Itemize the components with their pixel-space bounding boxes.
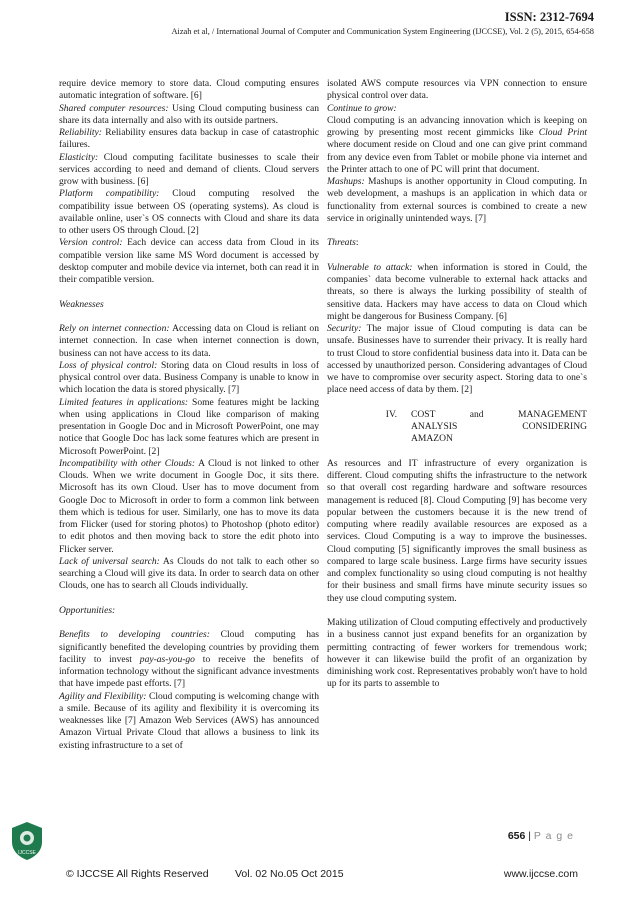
term: Security: [327,323,362,334]
term: Agility and Flexibility: [59,690,147,702]
paragraph: Limited features in applications: Some features might be lacking when using applications in Cloud like comparison of making presentation in Google Doc and in Microsoft PowerPoint, one may notice that Google Doc has lack some features which are present in Microsoft PowerPoint. [2] [59,396,319,457]
paragraph: Loss of physical control: Storing data on Cloud results in loss of physical control over data. Business Company is unable to know in which location the data is stored physically. [7] [59,359,319,396]
paragraph: Making utilization of Cloud computing effectively and productively in a business cannot just expand benefits for an organization by permitting contracting of fewer workers for tremendous work; however it can likewise build the profit of an organization by diminishing work cost. Representatives probably won't have to hold up for its parts to assemble to [327,617,587,690]
paragraph: Security: The major issue of Cloud computing is data can be unsafe. Businesses have to surrender their privacy. It is really hard to trust Cloud to store confidential business data into it. Data can be accessed by unauthorized person. Considering advantages of Cloud we have to compromise over security aspect. Storing data to one`s place need access of data by them. [2] [327,323,587,396]
journal-logo [8,820,46,862]
term: Benefits to developing countries: [59,629,210,641]
issn: ISSN: 2312-7694 [504,10,594,24]
paragraph: Cloud computing is an advancing innovation which is keeping on growing by presenting most recent gimmicks like Cloud Print where document reside on Cloud and one can give print command from any device even from Tablet or mobile phone via internet and the Printer attach to one of PC will print that document. [327,114,588,175]
svg-text:IJCCSE: IJCCSE [18,850,36,856]
term: Reliability: [59,127,102,138]
footer-website: www.ijccse.com [503,868,578,880]
term: Mashups: [327,176,365,187]
term: Elasticity: [59,151,99,163]
footer-copyright: © IJCCSE All Rights Reserved [66,868,209,880]
term: Shared computer resources: [59,102,169,114]
paragraph: Agility and Flexibility: Cloud computing is welcoming change with a smile. Because of its agility and flexibility it is overcoming its weaknesses like [7] Amazon Web Services (AWS) has announced Amazon Virtual Private Cloud that allows a business to link its existing infrastructure to a set of [59,690,319,751]
paragraph: Rely on internet connection: Accessing data on Cloud is reliant on internet connection. In case when internet connection is down, business can not have access to its data. [59,323,319,359]
footer-volume: Vol. 02 No.05 Oct 2015 [235,868,344,880]
term: Platform compatibility: [59,188,160,200]
term: Rely on internet connection: [59,323,170,334]
paragraph: Lack of universal search: As Clouds do not talk to each other so searching a Cloud will give its data. In order to search data on other Clouds, one has to search all Clouds individually. [59,555,320,592]
subheading-continue-to-grow: Continue to grow: [327,102,397,114]
paragraph: Incompatibility with other Clouds: A Cloud is not linked to other Clouds. When we write document in Google Doc, it sits there. Microsoft has its own Cloud. User has to move document from Google Doc to Microsoft in order to form a common link between them which is tedious for user. Similarly, one has to move its data from Flicker (used for storing photos) to Photoshop (photo editor) to edit photos and then moving back to store the edit photo into Flicker server. [59,457,320,555]
left-column [59,78,319,752]
section-heading [327,409,587,446]
subheading-threats: Threats: [327,237,359,249]
paragraph: Mashups: Mashups is another opportunity in Cloud computing. In web development, a mashups is an application in which data or functionality from external sources is combined to create a new service in originally unintended ways. [7] [327,176,587,224]
journal-citation: Aizah et al, / International Journal of Computer and Communication System Engineering (IJCCSE), Vol. 2 (5), 2015, 654-658 [171,27,594,36]
page-number: 656 | P a g e [507,830,574,842]
paragraph: Reliability: Reliability ensures data backup in case of catastrophic failures. [59,127,319,151]
term: Vulnerable to attack: [327,261,413,273]
paragraph: Version control: Each device can access data from Cloud in its compatible version like same MS Word document is accessed by desktop computer and mobile device via internet, both can read it in their compatible version. [59,237,319,285]
paragraph: Shared computer resources: Using Cloud computing business can share its data internally and also with its outside partners. [59,102,319,126]
term: Version control: [59,237,123,249]
term: Lack of universal search: [59,555,160,567]
term: Loss of physical control: [59,359,158,371]
subheading-opportunities: Opportunities: [59,604,116,616]
term: Incompatibility with other Clouds: [59,457,196,469]
paragraph: Benefits to developing countries: Cloud computing has significantly benefited the developing countries by providing them facility to invest pay-as-you-go to receive the benefits of information technology without the significant advance investments that have impede past efforts. [7] [59,629,319,690]
paragraph: Platform compatibility: Cloud computing resolved the compatibility issue between OS (operating systems). As cloud is available online, user`s OS connects with Cloud and share its data to other users OS through Cloud. [2] [59,188,320,236]
subheading-weaknesses: Weaknesses [59,298,104,310]
term: Limited features in applications: [59,396,189,408]
right-column [327,78,587,691]
paragraph: Vulnerable to attack: when information is stored in Could, the companies` data become vulnerable to external hack attacks and threats, so there is always the lurking possibility of stealth of sensitive data. Hackers may have access to data on Cloud which might be dangerous for Business Company. [6] [327,261,587,322]
paragraph: require device memory to store data. Cloud computing ensures automatic integration of software. [6] [59,78,319,102]
paragraph: As resources and IT infrastructure of every organization is different. Cloud computing shifts the infrastructure to the network so that overall cost regarding hardware and software resources management is reduced [8]. Cloud Computing [9] has become very popular between the customers because it is the new trend of computing where readily available resources are exposed as a services. Cloud Computing is a way to improve the businesses. Cloud computing [5] significantly improves the small business as compared to large scale business. Large firms have security issues and complex functionality so using cloud computing is not healthy for their business and small firms have minute security issues so they use cloud computing system. [327,457,587,604]
paragraph: Elasticity: Cloud computing facilitate businesses to scale their services according to need and demand of clients. Cloud servers grow with business. [6] [59,151,319,187]
section-title: COST and MANAGEMENT ANALYSIS CONSIDERING AMAZON [411,408,587,445]
paragraph: isolated AWS compute resources via VPN connection to ensure physical control over data. [327,78,587,102]
section-number: IV. [385,408,397,420]
